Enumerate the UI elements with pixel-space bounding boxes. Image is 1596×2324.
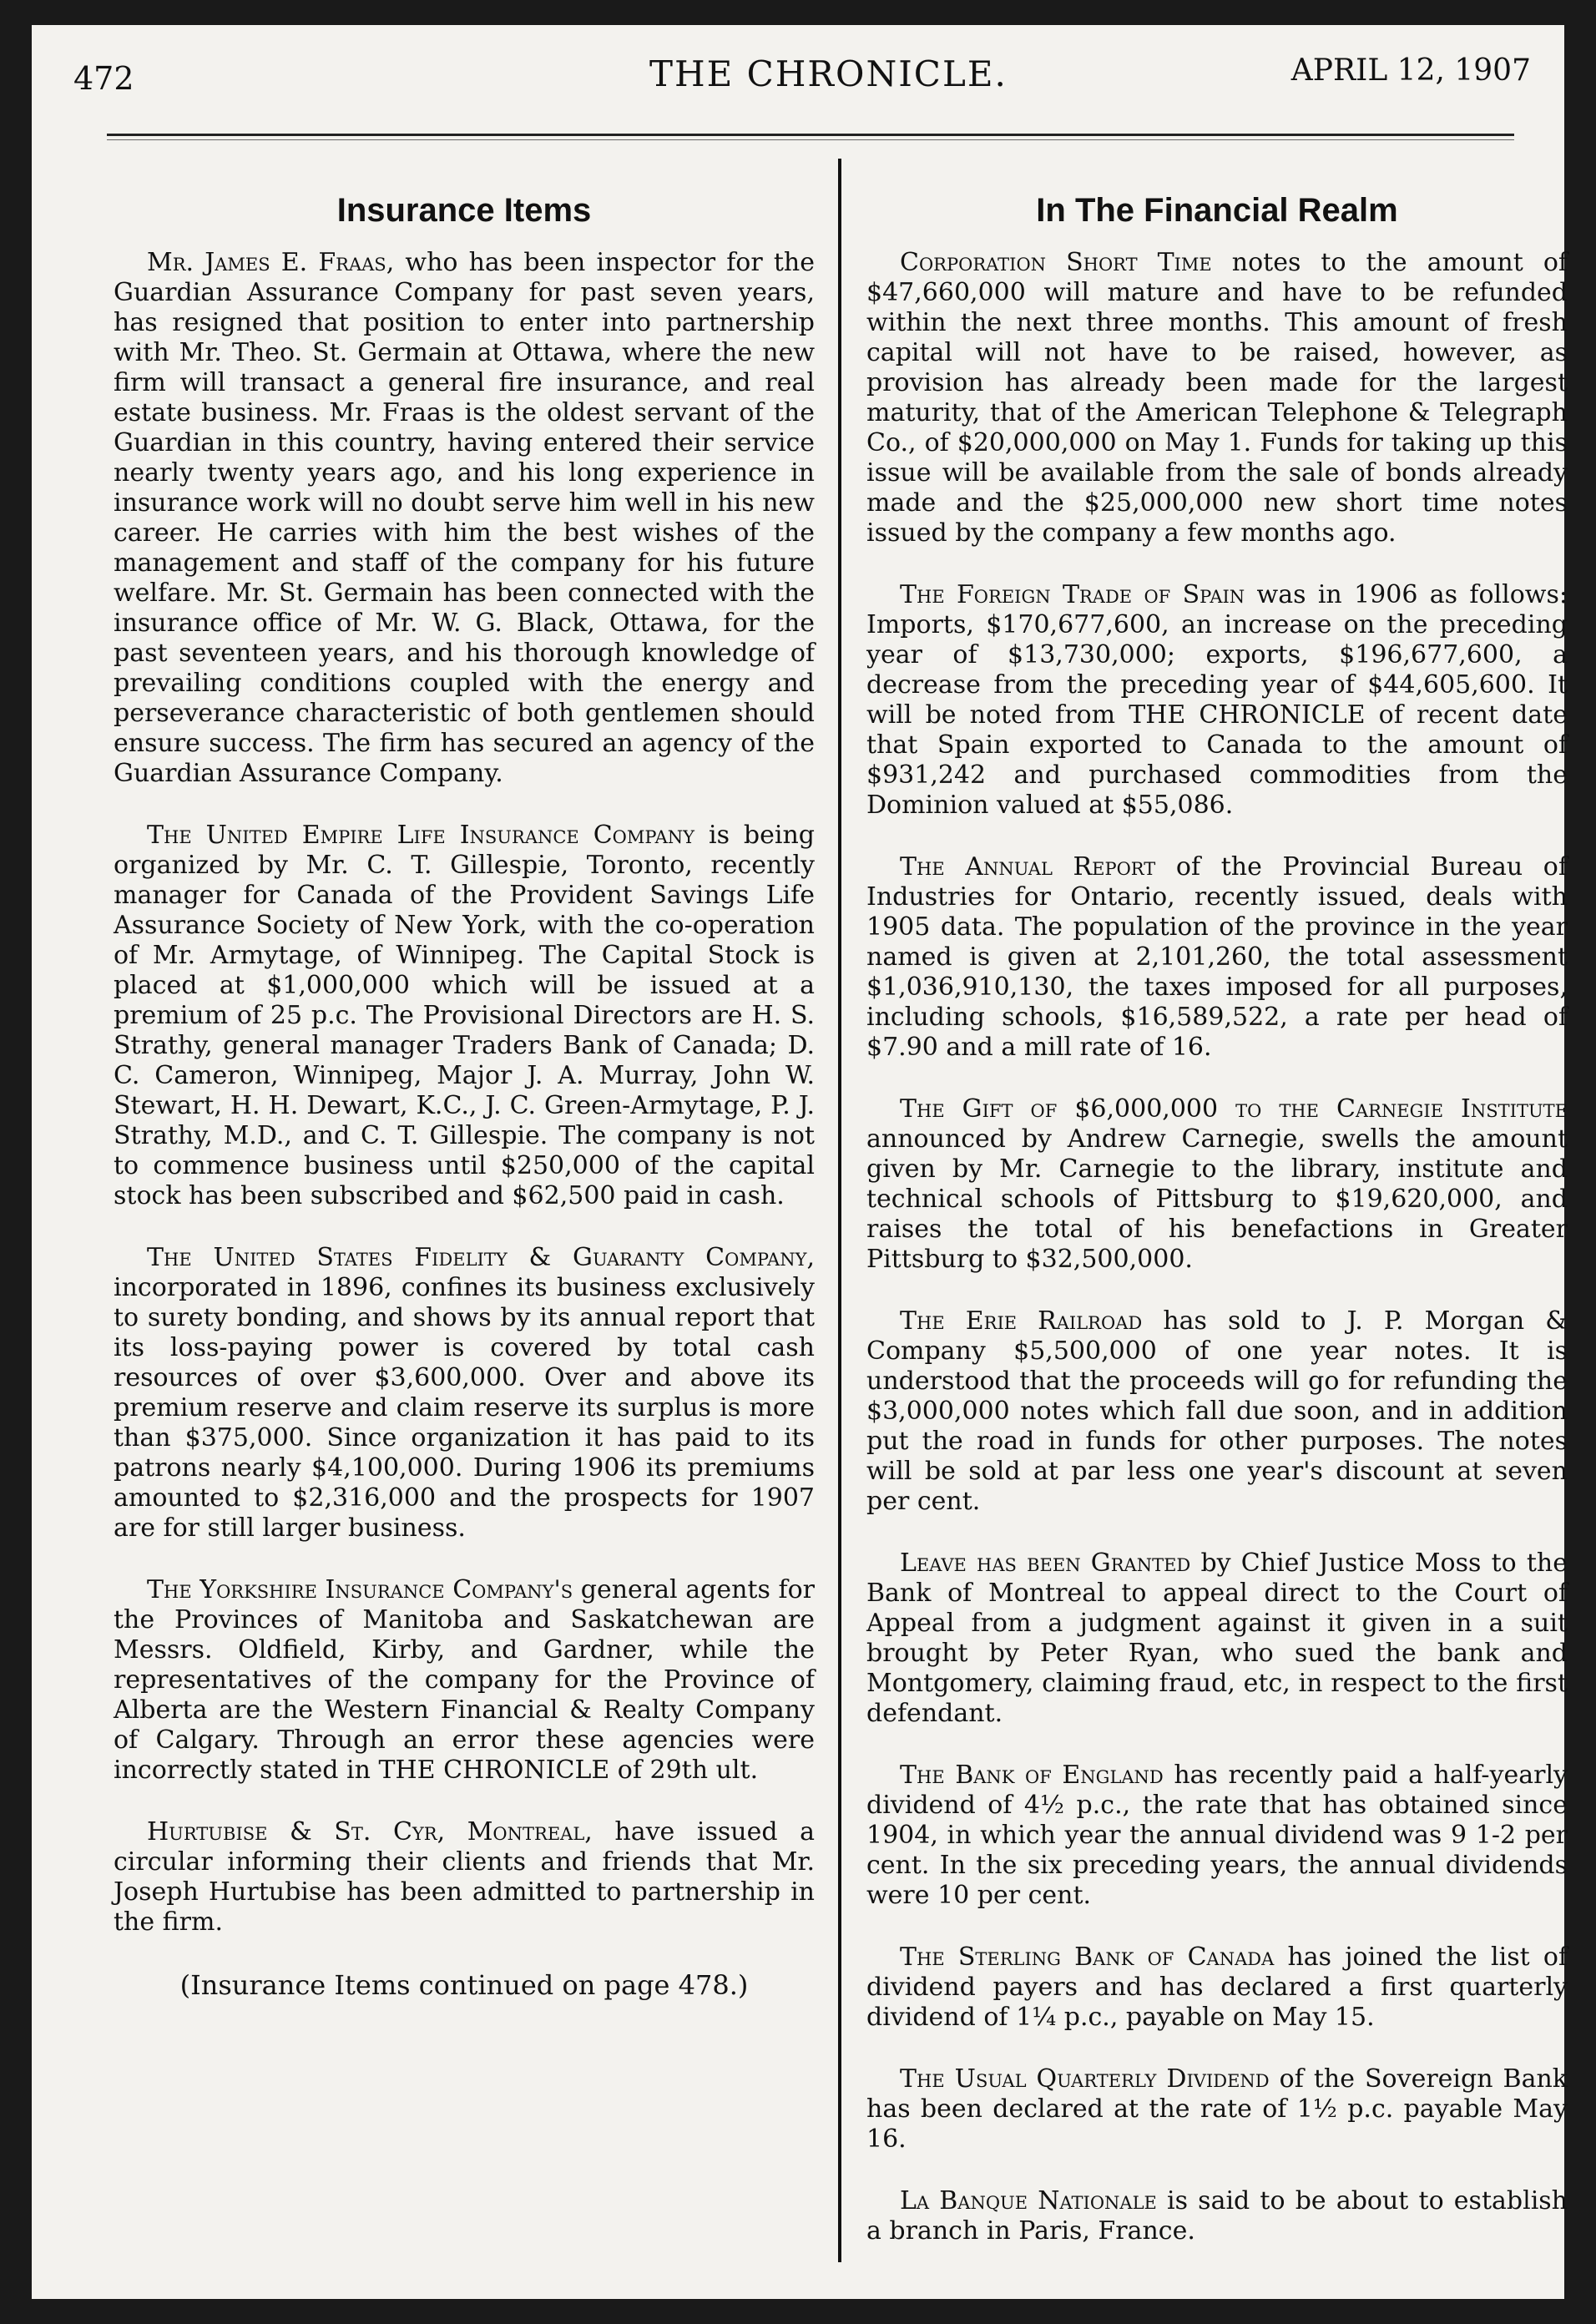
article-body: have issued a circular informing their clients and friends that Mr. Joseph Hurtubise has been admitted to partnership in the firm.: [114, 1817, 815, 1937]
continued-note: (Insurance Items continued on page 478.): [179, 1969, 749, 2001]
article-body: notes to the amount of $47,660,000 will mature and have to be refunded within the next three months. This amount of fresh capital will not have to be raised, however, as provision has already been made for the largest maturity, that of the American Telephone & Telegraph Co., of $20,000,000 on May 1. Funds for taking up this issue will be available from the sale of bonds already made and the $25,000,000 new short time notes issued by the company a few months ago.: [866, 248, 1568, 548]
article: [866, 1306, 1568, 1517]
article-body: incorporated in 1896, confines its business exclusively to surety bonding, and shows by its annual report that its loss-paying power is covered by total cash resources of over $3,600,000. Over and above its premium reserve and claim reserve its surplus is more than $375,000. Since organization it has paid to its patrons nearly $4,100,000. During 1906 its premiums amounted to $2,316,000 and the prospects for 1907 are for still larger business.: [114, 1273, 815, 1543]
article-lead: Hurtubise & St. Cyr, Montreal,: [147, 1817, 593, 1847]
section-heading: In The Financial Realm: [1036, 192, 1398, 229]
article-body: has sold to J. P. Morgan & Company $5,500,000 of one year notes. It is understood that the proceeds will go for refunding the $3,000,000 notes which fall due soon, and in addition put the road in funds for other purposes. The notes will be sold at par less one year's discount at seven per cent.: [866, 1306, 1568, 1516]
article-body: is said to be about to establish a branch in Paris, France.: [866, 2186, 1568, 2246]
article: [866, 248, 1568, 548]
article-body: by Chief Justice Moss to the Bank of Montreal to appeal direct to the Court of Appeal from a judgment against it given in a suit brought by Peter Ryan, who sued the bank and Montgomery, claiming fraud, etc, in respect to the first defendant.: [866, 1548, 1568, 1728]
article-lead: The Bank of England: [900, 1761, 1164, 1790]
article-body: of the Provincial Bureau of Industries for Ontario, recently issued, deals with 1905 data. The population of the province in the year named is given at 2,101,260, the total assessment $1,036,910,130, the taxes imposed for all purposes, including schools, $16,589,522, a rate per head of $7.90 and a mill rate of 16.: [866, 852, 1568, 1062]
article-lead: The Usual Quarterly Dividend: [900, 2064, 1270, 2094]
article-lead: The Sterling Bank of Canada: [900, 1943, 1275, 1972]
left-column: [114, 192, 815, 2001]
article: [866, 580, 1568, 821]
page-number: 472: [73, 60, 134, 97]
header-rule: [107, 134, 1514, 136]
article: [866, 2064, 1568, 2155]
column-divider: [838, 159, 841, 2262]
article: [114, 1575, 815, 1786]
article-lead: The United States Fidelity & Guaranty Company,: [147, 1243, 815, 1272]
issue-date: APRIL 12, 1907: [1290, 53, 1531, 88]
article: [114, 248, 815, 789]
article-lead: The Foreign Trade of Spain: [900, 580, 1245, 609]
article: [114, 1243, 815, 1543]
article-lead: Corporation Short Time: [900, 248, 1212, 277]
article-body: announced by Andrew Carnegie, swells the amount given by Mr. Carnegie to the library, institute and technical schools of Pittsburg to $19,620,000, and raises the total of his benefactions in Greater Pittsburg to $32,500,000.: [866, 1124, 1568, 1274]
article-body: of the Sovereign Bank has been declared at the rate of 1½ p.c. payable May 16.: [866, 2064, 1568, 2154]
article-lead: Mr. James E. Fraas,: [147, 248, 395, 277]
article-lead: Leave has been Granted: [900, 1548, 1191, 1578]
article: [866, 852, 1568, 1063]
article-body: is being organized by Mr. C. T. Gillespie, Toronto, recently manager for Canada of the Provident Savings Life Assurance Society of New York, with the co-operation of Mr. Armytage, of Winnipeg. The Capital Stock is placed at $1,000,000 which will be issued at a premium of 25 p.c. The Provisional Directors are H. S. Strathy, general manager Traders Bank of Canada; D. C. Cameron, Winnipeg, Major J. A. Murray, John W. Stewart, H. H. Dewart, K.C., J. C. Green-Armytage, P. J. Strathy, M.D., and C. T. Gillespie. The company is not to commence business until $250,000 of the capital stock has been subscribed and $62,500 paid in cash.: [114, 821, 815, 1210]
article: [114, 821, 815, 1211]
article-lead: The Gift of $6,000,000 to the Carnegie Institute: [900, 1094, 1568, 1124]
right-column: [866, 192, 1568, 2278]
article-body: has recently paid a half-yearly dividend of 4½ p.c., the rate that has obtained since 1904, in which year the annual dividend was 9 1-2 per cent. In the six preceding years, the annual dividends were 10 per cent.: [866, 1761, 1568, 1910]
header-rule-thin: [107, 139, 1514, 140]
article-body: was in 1906 as follows: Imports, $170,677,600, an increase on the preceding year of $13,730,000; exports, $196,677,600, a decrease from the preceding year of $44,605,600. It will be noted from THE CHRONICLE of recent date that Spain exported to Canada to the amount of $931,242 and purchased commodities from the Dominion valued at $55,086.: [866, 580, 1568, 820]
article-lead: The Annual Report: [900, 852, 1156, 882]
article-lead: The United Empire Life Insurance Company: [147, 821, 694, 850]
article-body: has joined the list of dividend payers and has declared a first quarterly dividend of 1¼ p.c., payable on May 15.: [866, 1943, 1568, 2032]
article: [866, 1548, 1568, 1729]
section-heading: Insurance Items: [336, 192, 592, 229]
article: [114, 1817, 815, 1938]
article: [866, 1761, 1568, 1911]
article-lead: La Banque Nationale: [900, 2186, 1157, 2215]
article-body: who has been inspector for the Guardian Assurance Company for past seven years, has resigned that position to enter into partnership with Mr. Theo. St. Germain at Ottawa, where the new firm will transact a general fire insurance, and real estate business. Mr. Fraas is the oldest servant of the Guardian in this country, having entered their service nearly twenty years ago, and his long experience in insurance work will no doubt serve him well in his new career. He carries with him the best wishes of the management and staff of the company for his future welfare. Mr. St. Germain has been connected with the insurance office of Mr. W. G. Black, Ottawa, for the past seventeen years, and his thorough knowledge of prevailing conditions coupled with the energy and perseverance characteristic of both gentlemen should ensure success. The firm has secured an agency of the Guardian Assurance Company.: [114, 248, 815, 788]
newspaper-page: [32, 25, 1568, 2299]
article-body: general agents for the Provinces of Manitoba and Saskatchewan are Messrs. Oldfield, Kirby, and Gardner, while the representatives of the company for the Province of Alberta are the Western Financial & Realty Company of Calgary. Through an error these agencies were incorrectly stated in THE CHRONICLE of 29th ult.: [114, 1575, 815, 1785]
article-lead: The Yorkshire Insurance Company's: [147, 1575, 573, 1604]
article: [866, 2186, 1568, 2246]
article: [866, 1943, 1568, 2033]
page-header: [32, 25, 1564, 97]
article: [866, 1094, 1568, 1275]
article-lead: The Erie Railroad: [900, 1306, 1143, 1336]
page-title: THE CHRONICLE.: [649, 53, 1008, 94]
